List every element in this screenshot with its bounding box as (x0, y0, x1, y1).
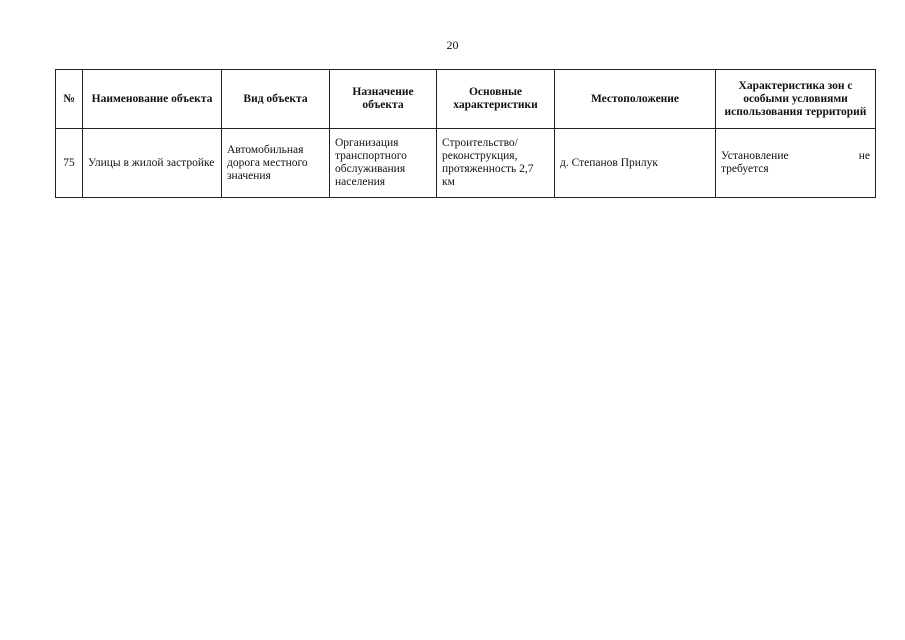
header-location: Местоположение (555, 70, 716, 129)
table-header-row (56, 70, 876, 129)
cell-object-type: Автомобильная дорога местного значения (222, 129, 330, 198)
objects-table (55, 69, 876, 198)
header-object-purpose: Назначение объекта (330, 70, 437, 129)
table-row (56, 129, 876, 198)
header-object-name: Наименование объекта (83, 70, 222, 129)
cell-special-zones (716, 129, 876, 198)
header-number: № (56, 70, 83, 129)
cell-location: д. Степанов Прилук (555, 129, 716, 198)
special-zones-line-1: Установление не (721, 150, 870, 162)
cell-number: 75 (56, 129, 83, 198)
header-object-type: Вид объекта (222, 70, 330, 129)
header-special-zones: Характеристика зон с особыми условиями использования территорий (716, 70, 876, 129)
special-zones-line-2: требуется (721, 163, 769, 175)
cell-object-purpose: Организация транспортного обслуживания населения (330, 129, 437, 198)
cell-object-name: Улицы в жилой застройке (83, 129, 222, 198)
page-number: 20 (446, 38, 459, 52)
cell-main-characteristics: Строительство/реконструкция, протяженность 2,7 км (437, 129, 555, 198)
header-main-characteristics: Основные характеристики (437, 70, 555, 129)
